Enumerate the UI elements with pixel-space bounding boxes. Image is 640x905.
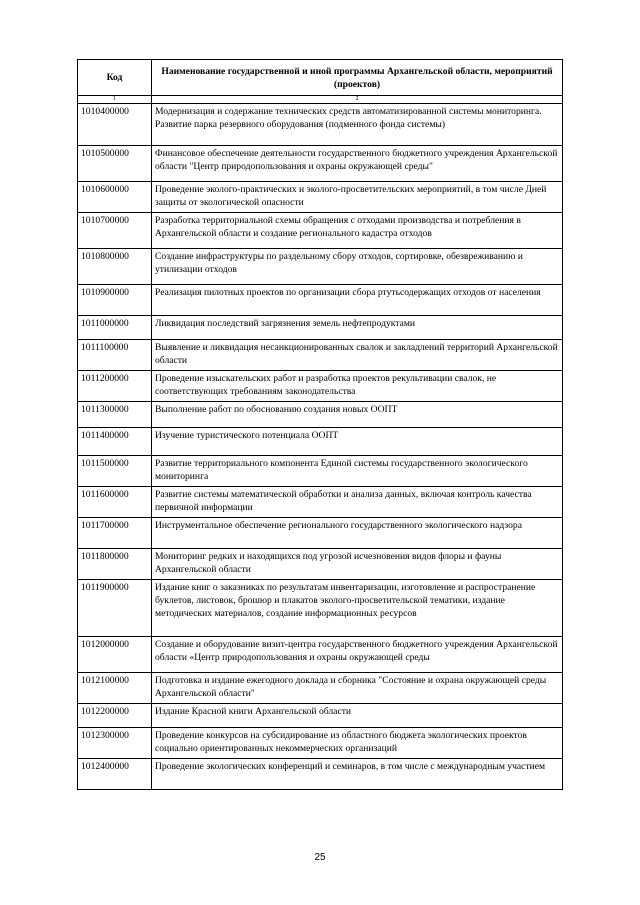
row-name: Проведение изыскательских работ и разработка проектов рекультивации свалок, не соответствующих требованиям законодательства bbox=[152, 371, 563, 402]
row-code: 1010500000 bbox=[78, 146, 152, 182]
column-number-row bbox=[78, 96, 563, 104]
table-row bbox=[78, 518, 563, 549]
row-code: 1012300000 bbox=[78, 728, 152, 759]
header-name: Наименование государственной и иной программы Архангельской области, мероприятий (проектов) bbox=[152, 60, 563, 96]
header-code: Код bbox=[78, 60, 152, 96]
row-code: 1011900000 bbox=[78, 580, 152, 637]
row-name: Проведение эколого-практических и эколого-просветительских мероприятий, в том числе Дней защиты от экологической опасности bbox=[152, 182, 563, 213]
row-name: Издание Красной книги Архангельской области bbox=[152, 704, 563, 728]
page-number: 25 bbox=[314, 852, 326, 863]
row-code: 1011400000 bbox=[78, 428, 152, 456]
table-row bbox=[78, 549, 563, 580]
table-row bbox=[78, 182, 563, 213]
table-row bbox=[78, 428, 563, 456]
table-row bbox=[78, 340, 563, 371]
row-name: Реализация пилотных проектов по организации сбора ртутьсодержащих отходов от населения bbox=[152, 285, 563, 316]
table-row bbox=[78, 456, 563, 487]
row-name: Развитие системы математической обработки и анализа данных, включая контроль качества первичной информации bbox=[152, 487, 563, 518]
column-number: 1 bbox=[78, 96, 152, 104]
table-row bbox=[78, 371, 563, 402]
row-name: Финансовое обеспечение деятельности государственного бюджетного учреждения Архангельской области "Центр природопользования и охраны окружающей среды" bbox=[152, 146, 563, 182]
row-code: 1011600000 bbox=[78, 487, 152, 518]
row-code: 1012100000 bbox=[78, 673, 152, 704]
row-code: 1010600000 bbox=[78, 182, 152, 213]
row-name: Разработка территориальной схемы обращения с отходами производства и потребления в Архангельской области и создание регионального кадастра отходов bbox=[152, 213, 563, 249]
program-table bbox=[77, 59, 563, 790]
table-body bbox=[78, 104, 563, 790]
row-code: 1012000000 bbox=[78, 637, 152, 673]
row-name: Проведение конкурсов на субсидирование из областного бюджета экологических проектов социально ориентированных некоммерческих организаций bbox=[152, 728, 563, 759]
row-code: 1010900000 bbox=[78, 285, 152, 316]
table-row bbox=[78, 637, 563, 673]
column-number: 2 bbox=[152, 96, 563, 104]
table-header-row bbox=[78, 60, 563, 96]
row-name: Выполнение работ по обоснованию создания новых ООПТ bbox=[152, 402, 563, 428]
row-name: Мониторинг редких и находящихся под угрозой исчезновения видов флоры и фауны Архангельской области bbox=[152, 549, 563, 580]
row-code: 1010700000 bbox=[78, 213, 152, 249]
row-name: Проведение экологических конференций и семинаров, в том числе с международным участием bbox=[152, 759, 563, 790]
row-name: Выявление и ликвидация несанкционированных свалок и закладлений территорий Архангельской области bbox=[152, 340, 563, 371]
row-name: Изучение туристического потенциала ООПТ bbox=[152, 428, 563, 456]
table-row bbox=[78, 249, 563, 285]
row-code: 1012400000 bbox=[78, 759, 152, 790]
row-name: Подготовка и издание ежегодного доклада и сборника "Состояние и охрана окружающей среды Архангельской области" bbox=[152, 673, 563, 704]
row-name: Инструментальное обеспечение регионального государственного экологического надзора bbox=[152, 518, 563, 549]
table-row bbox=[78, 213, 563, 249]
row-code: 1011000000 bbox=[78, 316, 152, 340]
row-name: Издание книг о заказниках по результатам инвентаризации, изготовление и распространение буклетов, листовок, брошюр и плакатов эколого-просветительской тематики, издание методических материалов, создание информационных ресурсов bbox=[152, 580, 563, 637]
row-code: 1011800000 bbox=[78, 549, 152, 580]
table-row bbox=[78, 580, 563, 637]
row-code: 1011700000 bbox=[78, 518, 152, 549]
table-row bbox=[78, 759, 563, 790]
row-code: 1011200000 bbox=[78, 371, 152, 402]
table-row bbox=[78, 146, 563, 182]
row-name: Создание и оборудование визит-центра государственного бюджетного учреждения Архангельской области «Центр природопользования и охраны окружающей среды bbox=[152, 637, 563, 673]
row-name: Ликвидация последствий загрязнения земель нефтепродуктами bbox=[152, 316, 563, 340]
table-row bbox=[78, 728, 563, 759]
row-code: 1011100000 bbox=[78, 340, 152, 371]
table-row bbox=[78, 704, 563, 728]
table-row bbox=[78, 402, 563, 428]
table-row bbox=[78, 316, 563, 340]
table-row bbox=[78, 487, 563, 518]
row-name: Создание инфраструктуры по раздельному сбору отходов, сортировке, обезвреживанию и утилизации отходов bbox=[152, 249, 563, 285]
row-code: 1012200000 bbox=[78, 704, 152, 728]
table-row bbox=[78, 285, 563, 316]
row-code: 1010400000 bbox=[78, 104, 152, 146]
row-name: Модернизация и содержание технических средств автоматизированной системы мониторинга. Развитие парка резервного оборудования (подменного фонда системы) bbox=[152, 104, 563, 146]
row-code: 1010800000 bbox=[78, 249, 152, 285]
table-row bbox=[78, 673, 563, 704]
row-code: 1011500000 bbox=[78, 456, 152, 487]
table-row bbox=[78, 104, 563, 146]
row-name: Развитие территориального компонента Единой системы государственного экологического мониторинга bbox=[152, 456, 563, 487]
row-code: 1011300000 bbox=[78, 402, 152, 428]
